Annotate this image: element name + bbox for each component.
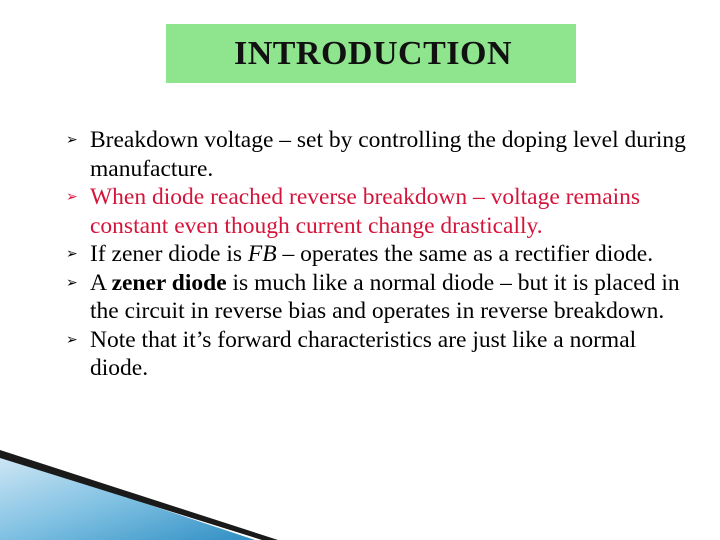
bullet-item — [66, 269, 686, 326]
bullet-text-pre: If zener diode is — [90, 241, 248, 267]
arrow-bullet-icon: ➢ — [66, 274, 78, 291]
arrow-bullet-icon: ➢ — [66, 189, 78, 205]
bullet-text-post: is much like a normal diode – but it is placed in the circuit in reverse bias and operates in reverse breakdown. — [90, 269, 680, 324]
bullet-item — [66, 183, 686, 240]
arrow-bullet-icon: ➢ — [66, 246, 78, 262]
bullet-item — [66, 126, 686, 183]
bullet-text-post: – operates the same as a rectifier diode. — [276, 241, 654, 267]
arrow-bullet-icon: ➢ — [66, 132, 78, 148]
bullet-item — [66, 240, 686, 269]
bullet-text-strong: zener diode — [111, 269, 227, 296]
bullet-text-pre: A — [90, 269, 112, 296]
bullet-list — [66, 126, 686, 383]
bullet-text: Note that it’s forward characteristics are just like a normal diode. — [90, 326, 637, 381]
bullet-text: Breakdown voltage – set by controlling the doping level during manufacture. — [90, 127, 686, 182]
bullet-text-em: FB — [247, 241, 277, 267]
arrow-bullet-icon: ➢ — [66, 331, 78, 348]
bullet-text: When diode reached reverse breakdown – voltage remains constant even though current change drastically. — [90, 184, 641, 239]
title-banner — [166, 24, 576, 83]
bullet-item — [66, 326, 686, 383]
slide-title: INTRODUCTION — [233, 34, 513, 72]
